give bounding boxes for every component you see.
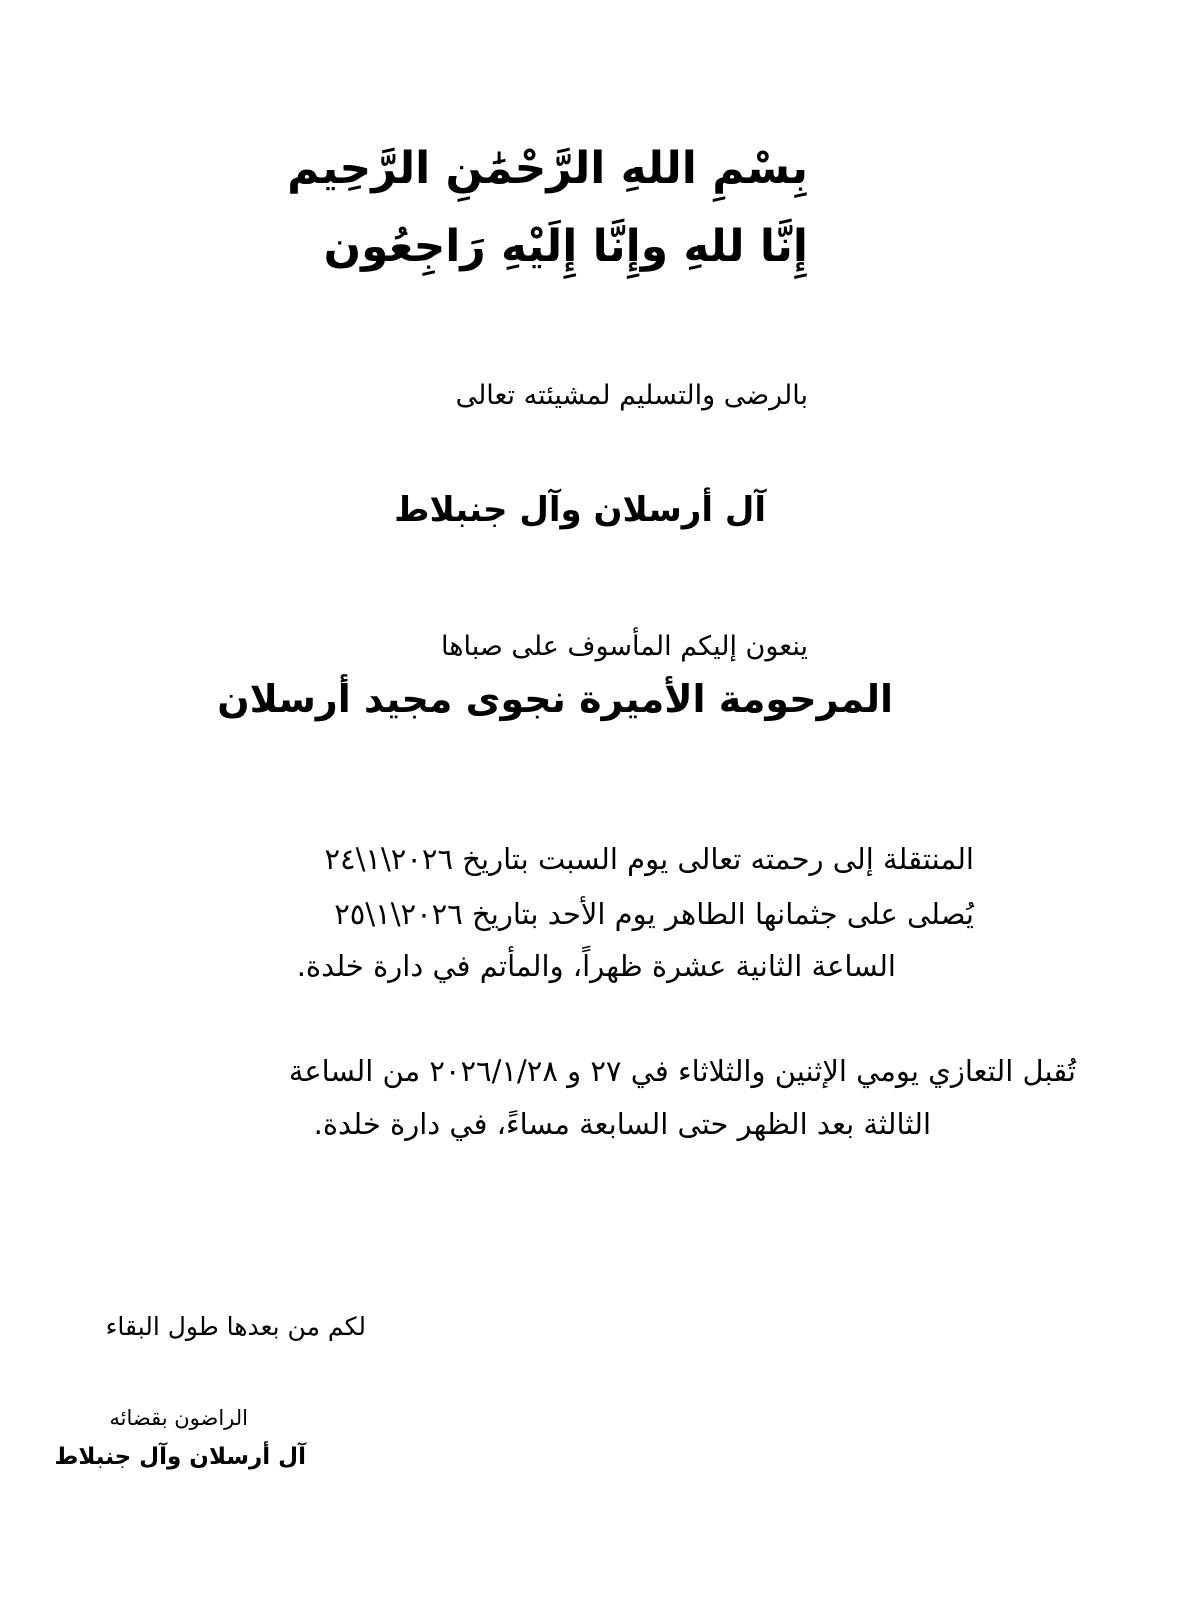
closing-signature: آل أرسلان وآل جنبلاط (54, 1444, 306, 1470)
basmala-heading: بِسْمِ اللهِ الرَّحْمَٰنِ الرَّحِيم (287, 143, 808, 194)
condolences-line-1: تُقبل التعازي يومي الإثنين والثلاثاء في ٢٧ و ٢٠٢٦/١/٢٨ من الساعة (288, 1054, 1076, 1088)
acceptance-line: بالرضى والتسليم لمشيئته تعالى (455, 380, 808, 411)
closing-wish: لكم من بعدها طول البقاء (105, 1312, 366, 1341)
inna-lillah-heading: إِنَّا للهِ وإِنَّا إِلَيْهِ رَاجِعُون (323, 221, 808, 272)
families-heading: آل أرسلان وآل جنبلاط (394, 490, 766, 530)
condolences-line-2: الثالثة بعد الظهر حتى السابعة مساءً، في دارة خلدة. (313, 1107, 931, 1141)
closing-radoun: الراضون بقضائه (109, 1406, 248, 1430)
deceased-name: المرحومة الأميرة نجوى مجيد أرسلان (217, 677, 893, 721)
death-date-line: المنتقلة إلى رحمته تعالى يوم السبت بتاريخ ٢٠٢٦\١\٢٤ (324, 842, 974, 876)
prayer-time-line: الساعة الثانية عشرة ظهراً، والمأتم في دارة خلدة. (296, 949, 896, 983)
announcement-line: ينعون إليكم المأسوف على صباها (441, 631, 808, 662)
prayer-date-line: يُصلى على جثمانها الطاهر يوم الأحد بتاريخ ٢٠٢٦\١\٢٥ (334, 897, 974, 931)
